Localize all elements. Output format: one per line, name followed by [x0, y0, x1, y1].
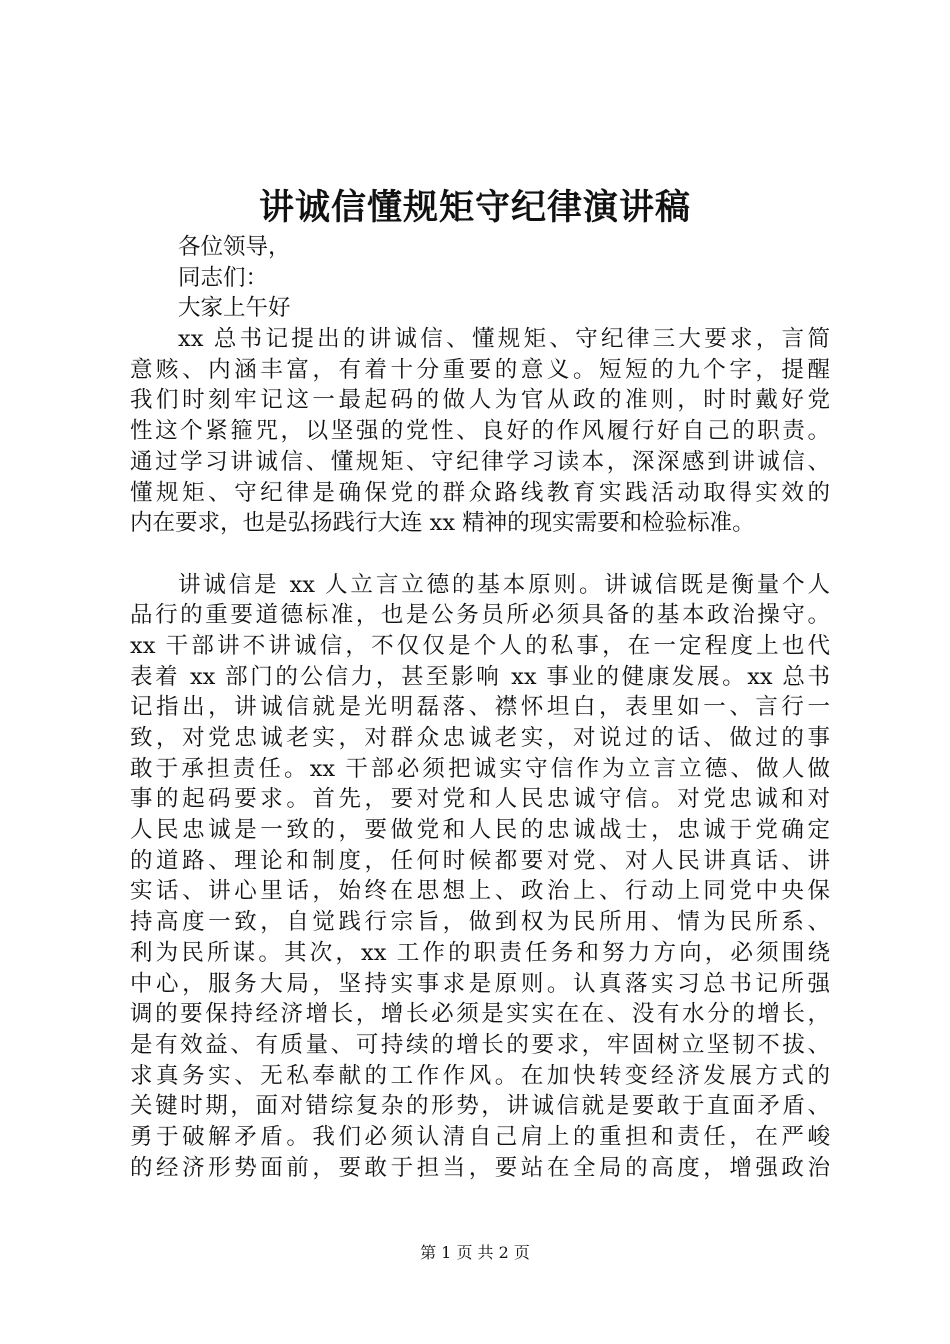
- document-title: 讲诚信懂规矩守纪律演讲稿: [258, 187, 691, 228]
- paragraph-line: 记指出，讲诚信就是光明磊落、襟怀坦白，表里如一、言行一: [130, 694, 830, 721]
- paragraph-line: 敢于承担责任。xx 干部必须把诚实守信作为立言立德、做人做: [130, 755, 830, 782]
- paragraph-line: 是有效益、有质量、可持续的增长的要求，牢固树立坚韧不拔、: [130, 1031, 830, 1058]
- paragraph-line: 调的要保持经济增长，增长必须是实实在在、没有水分的增长，: [130, 1001, 830, 1028]
- paragraph-line: 通过学习讲诚信、懂规矩、守纪律学习读本，深深感到讲诚信、: [130, 448, 830, 475]
- paragraph-line: 品行的重要道德标准，也是公务员所必须具备的基本政治操守。: [130, 602, 830, 629]
- paragraph-line: 人民忠诚是一致的，要做党和人民的忠诚战士，忠诚于党确定: [130, 817, 830, 844]
- paragraph-line: xx 总书记提出的讲诚信、懂规矩、守纪律三大要求，言简: [178, 326, 830, 353]
- greeting-line: 大家上午好: [178, 295, 291, 322]
- paragraph-line: 勇于破解矛盾。我们必须认清自己肩上的重担和责任，在严峻: [130, 1123, 830, 1150]
- greeting-line: 各位领导，: [178, 234, 291, 260]
- paragraph-line: 事的起码要求。首先，要对党和人民忠诚守信。对党忠诚和对: [130, 786, 830, 813]
- greeting-line: 同志们：: [178, 264, 269, 291]
- page-footer: 第 1 页 共 2 页: [420, 1243, 530, 1262]
- paragraph-spacer: [130, 539, 830, 570]
- paragraph-line: 实话、讲心里话，始终在思想上、政治上、行动上同党中央保: [130, 878, 830, 905]
- paragraph-line: 内在要求，也是弘扬践行大连 xx 精神的现实需要和检验标准。: [130, 510, 755, 537]
- paragraph-line: 关键时期，面对错综复杂的形势，讲诚信就是要敢于直面矛盾、: [130, 1093, 830, 1120]
- paragraph-line: 中心，服务大局，坚持实事求是原则。认真落实习总书记所强: [130, 970, 830, 997]
- paragraph-line: 意赅、内涵丰富，有着十分重要的意义。短短的九个字，提醒: [130, 356, 830, 383]
- paragraph-line: 懂规矩、守纪律是确保党的群众路线教育实践活动取得实效的: [130, 479, 830, 506]
- paragraph-line: 的道路、理论和制度，任何时候都要对党、对人民讲真话、讲: [130, 847, 830, 874]
- paragraph-line: 利为民所谋。其次，xx 工作的职责任务和努力方向，必须围绕: [130, 939, 830, 966]
- paragraph-line: 讲诚信是 xx 人立言立德的基本原则。讲诚信既是衡量个人: [178, 571, 830, 598]
- paragraph-line: 性这个紧箍咒，以坚强的党性、良好的作风履行好自己的职责。: [130, 418, 830, 445]
- paragraph-line: 求真务实、无私奉献的工作作风。在加快转变经济发展方式的: [130, 1062, 830, 1089]
- paragraph-line: xx 干部讲不讲诚信，不仅仅是个人的私事，在一定程度上也代: [130, 632, 830, 659]
- document-body: [130, 232, 830, 1183]
- paragraph-line: 致，对党忠诚老实，对群众忠诚老实，对说过的话、做过的事: [130, 725, 830, 751]
- paragraph-line: 的经济形势面前，要敢于担当，要站在全局的高度，增强政治: [130, 1154, 830, 1181]
- paragraph-line: 表着 xx 部门的公信力，甚至影响 xx 事业的健康发展。xx 总书: [130, 663, 830, 690]
- paragraph-line: 持高度一致，自觉践行宗旨，做到权为民所用、情为民所系、: [130, 909, 830, 936]
- paragraph-line: 我们时刻牢记这一最起码的做人为官从政的准则，时时戴好党: [130, 387, 830, 414]
